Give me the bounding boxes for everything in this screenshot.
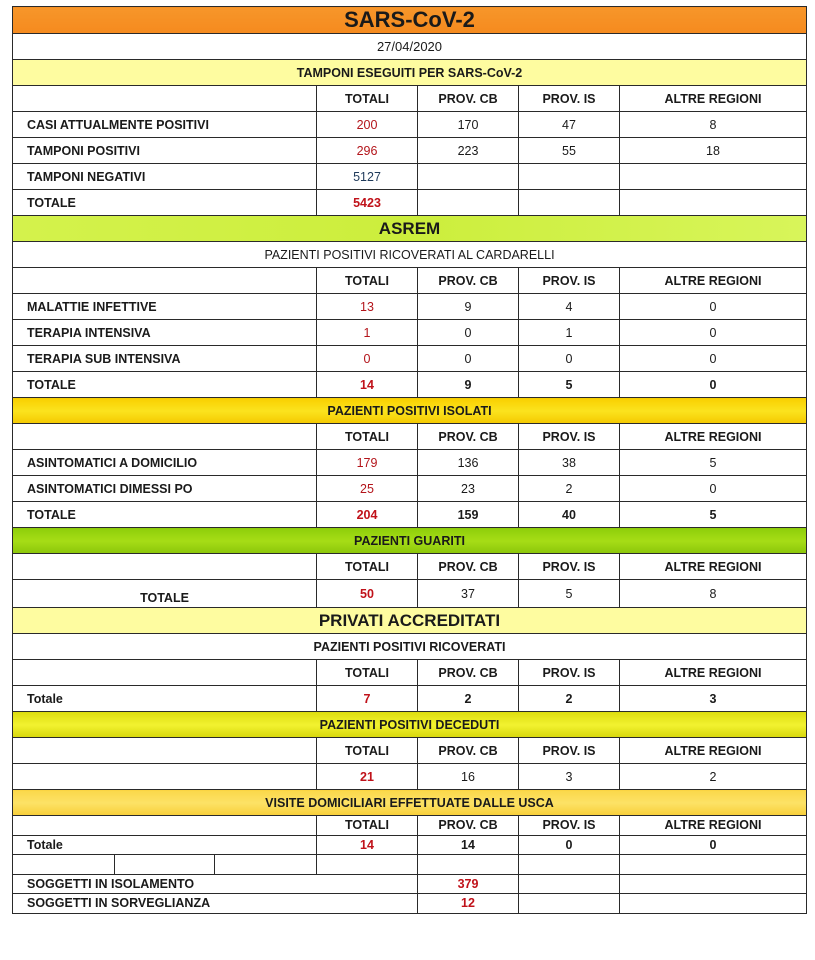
column-header-row: [13, 738, 807, 764]
cell-prov-is: 2: [519, 686, 620, 712]
table-row: [13, 320, 807, 346]
col-altre-regioni: ALTRE REGIONI: [620, 660, 807, 686]
covid-report-table: [12, 6, 807, 914]
empty-cell: [519, 894, 620, 914]
table-row: [13, 686, 807, 712]
report-title: SARS-CoV-2: [13, 7, 807, 34]
cell-altre-regioni: [620, 164, 807, 190]
subsection-header-isolati: PAZIENTI POSITIVI ISOLATI: [13, 398, 807, 424]
cell-prov-cb: 2: [418, 686, 519, 712]
col-prov-cb: PROV. CB: [418, 554, 519, 580]
cell-prov-is: 0: [519, 346, 620, 372]
empty-cell: [620, 894, 807, 914]
col-altre-regioni: ALTRE REGIONI: [620, 816, 807, 836]
row-label: Totale: [13, 835, 317, 855]
cell-totali: 204: [317, 502, 418, 528]
cell-altre-regioni: 0: [620, 835, 807, 855]
row-label: SOGGETTI IN SORVEGLIANZA: [13, 894, 418, 914]
column-header-row: [13, 424, 807, 450]
table-row: [13, 476, 807, 502]
table-row: [13, 874, 807, 894]
col-totali: TOTALI: [317, 268, 418, 294]
cell-altre-regioni: 0: [620, 476, 807, 502]
table-row: [13, 450, 807, 476]
col-totali: TOTALI: [317, 660, 418, 686]
row-label: TAMPONI NEGATIVI: [13, 164, 317, 190]
report-date: 27/04/2020: [13, 34, 807, 60]
cell-altre-regioni: 5: [620, 450, 807, 476]
cell-prov-is: 3: [519, 764, 620, 790]
col-altre-regioni: ALTRE REGIONI: [620, 554, 807, 580]
cell-totali: 14: [317, 835, 418, 855]
empty-cell: [317, 855, 418, 875]
row-label: MALATTIE INFETTIVE: [13, 294, 317, 320]
empty-cell: [13, 660, 317, 686]
table-row: [13, 502, 807, 528]
table-row: [13, 764, 807, 790]
empty-cell: [13, 855, 115, 875]
col-totali: TOTALI: [317, 424, 418, 450]
col-prov-cb: PROV. CB: [418, 816, 519, 836]
cell-prov-is: 5: [519, 580, 620, 608]
col-prov-is: PROV. IS: [519, 816, 620, 836]
cell-totali: 296: [317, 138, 418, 164]
section-header-usca: VISITE DOMICILIARI EFFETTUATE DALLE USCA: [13, 790, 807, 816]
col-totali: TOTALI: [317, 738, 418, 764]
row-label: TOTALE: [13, 190, 317, 216]
col-totali: TOTALI: [317, 816, 418, 836]
col-totali: TOTALI: [317, 554, 418, 580]
cell-altre-regioni: 5: [620, 502, 807, 528]
empty-cell: [13, 738, 317, 764]
col-prov-cb: PROV. CB: [418, 86, 519, 112]
cell-totali: 5127: [317, 164, 418, 190]
col-prov-cb: PROV. CB: [418, 268, 519, 294]
section-header-tamponi: TAMPONI ESEGUITI PER SARS-CoV-2: [13, 60, 807, 86]
table-row: [13, 894, 807, 914]
column-header-row: [13, 86, 807, 112]
col-totali: TOTALI: [317, 86, 418, 112]
column-header-row: [13, 660, 807, 686]
column-header-row: [13, 816, 807, 836]
cell-prov-cb: 23: [418, 476, 519, 502]
row-label: TAMPONI POSITIVI: [13, 138, 317, 164]
empty-cell: [13, 554, 317, 580]
subsection-header-ricoverati-cardarelli: PAZIENTI POSITIVI RICOVERATI AL CARDARELLI: [13, 242, 807, 268]
table-row: [13, 138, 807, 164]
cell-prov-cb: 0: [418, 320, 519, 346]
col-prov-is: PROV. IS: [519, 424, 620, 450]
cell-prov-is: [519, 190, 620, 216]
cell-prov-cb: 9: [418, 294, 519, 320]
row-label: TERAPIA SUB INTENSIVA: [13, 346, 317, 372]
cell-totali: 25: [317, 476, 418, 502]
row-label: TERAPIA INTENSIVA: [13, 320, 317, 346]
empty-cell: [620, 855, 807, 875]
col-altre-regioni: ALTRE REGIONI: [620, 738, 807, 764]
cell-altre-regioni: 8: [620, 112, 807, 138]
empty-cell: [620, 874, 807, 894]
row-label: TOTALE: [13, 372, 317, 398]
empty-row: [13, 855, 807, 875]
cell-prov-is: 1: [519, 320, 620, 346]
cell-altre-regioni: 0: [620, 294, 807, 320]
col-prov-is: PROV. IS: [519, 86, 620, 112]
empty-cell: [115, 855, 215, 875]
cell-prov-is: 47: [519, 112, 620, 138]
cell-prov-cb: 16: [418, 764, 519, 790]
empty-cell: [215, 855, 317, 875]
table-row: [13, 112, 807, 138]
row-label: TOTALE: [13, 580, 317, 608]
col-prov-cb: PROV. CB: [418, 738, 519, 764]
row-label: ASINTOMATICI DIMESSI PO: [13, 476, 317, 502]
cell-totali: 5423: [317, 190, 418, 216]
cell-prov-cb: 14: [418, 835, 519, 855]
column-header-row: [13, 554, 807, 580]
subsection-header-ricoverati: PAZIENTI POSITIVI RICOVERATI: [13, 634, 807, 660]
cell-prov-cb: 9: [418, 372, 519, 398]
cell-prov-is: 4: [519, 294, 620, 320]
section-header-privati: PRIVATI ACCREDITATI: [13, 608, 807, 634]
col-altre-regioni: ALTRE REGIONI: [620, 424, 807, 450]
row-label: CASI ATTUALMENTE POSITIVI: [13, 112, 317, 138]
cell-altre-regioni: 18: [620, 138, 807, 164]
cell-value: 12: [418, 894, 519, 914]
table-row: [13, 835, 807, 855]
cell-altre-regioni: 0: [620, 372, 807, 398]
empty-cell: [13, 86, 317, 112]
table-row: [13, 164, 807, 190]
cell-altre-regioni: 2: [620, 764, 807, 790]
cell-prov-cb: 37: [418, 580, 519, 608]
row-label: Totale: [13, 686, 317, 712]
cell-prov-is: 0: [519, 835, 620, 855]
cell-prov-cb: 223: [418, 138, 519, 164]
cell-prov-is: 38: [519, 450, 620, 476]
empty-cell: [13, 424, 317, 450]
row-label: [13, 764, 317, 790]
col-prov-cb: PROV. CB: [418, 424, 519, 450]
col-altre-regioni: ALTRE REGIONI: [620, 268, 807, 294]
cell-totali: 1: [317, 320, 418, 346]
cell-prov-is: 5: [519, 372, 620, 398]
cell-prov-cb: [418, 190, 519, 216]
column-header-row: [13, 268, 807, 294]
table-row: [13, 346, 807, 372]
cell-altre-regioni: [620, 190, 807, 216]
cell-value: 379: [418, 874, 519, 894]
col-prov-is: PROV. IS: [519, 738, 620, 764]
section-header-asrem: ASREM: [13, 216, 807, 242]
cell-prov-is: 55: [519, 138, 620, 164]
cell-totali: 179: [317, 450, 418, 476]
cell-altre-regioni: 0: [620, 346, 807, 372]
cell-prov-cb: 0: [418, 346, 519, 372]
empty-cell: [13, 816, 317, 836]
table-row: [13, 372, 807, 398]
cell-altre-regioni: 8: [620, 580, 807, 608]
col-prov-cb: PROV. CB: [418, 660, 519, 686]
cell-prov-is: [519, 164, 620, 190]
row-label: SOGGETTI IN ISOLAMENTO: [13, 874, 418, 894]
table-row: [13, 190, 807, 216]
cell-prov-is: 40: [519, 502, 620, 528]
empty-cell: [13, 268, 317, 294]
cell-prov-cb: 136: [418, 450, 519, 476]
cell-totali: 14: [317, 372, 418, 398]
cell-altre-regioni: 3: [620, 686, 807, 712]
col-prov-is: PROV. IS: [519, 660, 620, 686]
cell-totali: 50: [317, 580, 418, 608]
empty-cell: [519, 874, 620, 894]
table-row: [13, 294, 807, 320]
cell-prov-is: 2: [519, 476, 620, 502]
row-label: ASINTOMATICI A DOMICILIO: [13, 450, 317, 476]
col-altre-regioni: ALTRE REGIONI: [620, 86, 807, 112]
empty-cell: [418, 855, 519, 875]
subsection-header-guariti: PAZIENTI GUARITI: [13, 528, 807, 554]
cell-totali: 21: [317, 764, 418, 790]
row-label: TOTALE: [13, 502, 317, 528]
cell-totali: 200: [317, 112, 418, 138]
empty-cell: [519, 855, 620, 875]
cell-totali: 7: [317, 686, 418, 712]
cell-prov-cb: 170: [418, 112, 519, 138]
table-row: [13, 580, 807, 608]
cell-prov-cb: [418, 164, 519, 190]
col-prov-is: PROV. IS: [519, 268, 620, 294]
col-prov-is: PROV. IS: [519, 554, 620, 580]
cell-totali: 13: [317, 294, 418, 320]
cell-totali: 0: [317, 346, 418, 372]
subsection-header-deceduti: PAZIENTI POSITIVI DECEDUTI: [13, 712, 807, 738]
cell-altre-regioni: 0: [620, 320, 807, 346]
cell-prov-cb: 159: [418, 502, 519, 528]
